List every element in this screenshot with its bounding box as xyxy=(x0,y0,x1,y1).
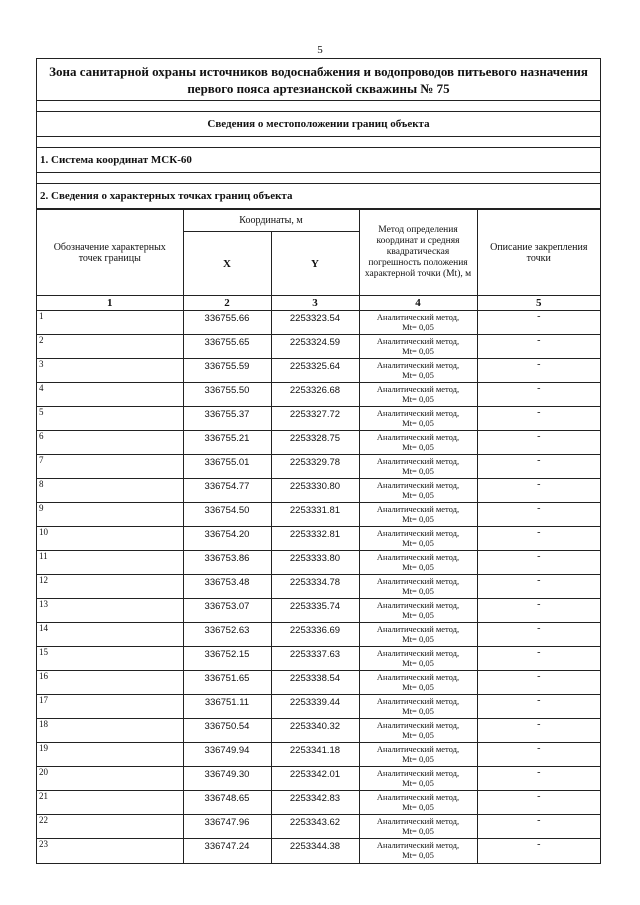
point-id: 8 xyxy=(37,479,183,503)
accuracy-text: Mt= 0,05 xyxy=(402,610,434,620)
description: - xyxy=(477,575,600,599)
description: - xyxy=(477,335,600,359)
point-id: 12 xyxy=(37,575,183,599)
coord-x: 336752.63 xyxy=(183,623,271,647)
method-text: Аналитический метод, xyxy=(376,432,460,442)
coord-y: 2253343.62 xyxy=(271,815,359,839)
coord-x: 336752.15 xyxy=(183,647,271,671)
method-cell xyxy=(359,407,477,431)
coordinate-system: 1. Система координат МСК-60 xyxy=(37,148,600,173)
header-coords: Координаты, м xyxy=(183,210,359,232)
method-cell xyxy=(359,335,477,359)
method-cell xyxy=(359,719,477,743)
point-id: 17 xyxy=(37,695,183,719)
table-row xyxy=(37,503,600,527)
table-row xyxy=(37,695,600,719)
coord-y: 2253336.69 xyxy=(271,623,359,647)
coord-x: 336755.65 xyxy=(183,335,271,359)
coord-y: 2253325.64 xyxy=(271,359,359,383)
method-text: Аналитический метод, xyxy=(376,528,460,538)
table-row xyxy=(37,623,600,647)
section-subtitle: Сведения о местоположении границ объекта xyxy=(37,112,600,137)
page-number: 5 xyxy=(317,44,323,56)
col-number: 3 xyxy=(271,296,359,311)
method-cell xyxy=(359,479,477,503)
method-cell xyxy=(359,359,477,383)
method-text: Аналитический метод, xyxy=(376,792,460,802)
point-id: 10 xyxy=(37,527,183,551)
column-number-row xyxy=(37,296,600,311)
coord-y: 2253342.83 xyxy=(271,791,359,815)
spacer xyxy=(37,137,600,148)
coord-y: 2253328.75 xyxy=(271,431,359,455)
method-cell xyxy=(359,551,477,575)
coord-x: 336750.54 xyxy=(183,719,271,743)
method-cell xyxy=(359,599,477,623)
table-row xyxy=(37,407,600,431)
coord-x: 336754.77 xyxy=(183,479,271,503)
method-text: Аналитический метод, xyxy=(376,600,460,610)
accuracy-text: Mt= 0,05 xyxy=(402,658,434,668)
accuracy-text: Mt= 0,05 xyxy=(402,394,434,404)
accuracy-text: Mt= 0,05 xyxy=(402,850,434,860)
coord-x: 336753.07 xyxy=(183,599,271,623)
accuracy-text: Mt= 0,05 xyxy=(402,442,434,452)
description: - xyxy=(477,527,600,551)
table-row xyxy=(37,743,600,767)
coord-x: 336755.21 xyxy=(183,431,271,455)
coord-y: 2253340.32 xyxy=(271,719,359,743)
coord-x: 336747.24 xyxy=(183,839,271,863)
method-cell xyxy=(359,455,477,479)
method-text: Аналитический метод, xyxy=(376,408,460,418)
table-row xyxy=(37,431,600,455)
table-row xyxy=(37,359,600,383)
description: - xyxy=(477,431,600,455)
coord-x: 336748.65 xyxy=(183,791,271,815)
point-id: 15 xyxy=(37,647,183,671)
point-id: 20 xyxy=(37,767,183,791)
description: - xyxy=(477,743,600,767)
coord-y: 2253337.63 xyxy=(271,647,359,671)
method-cell xyxy=(359,431,477,455)
accuracy-text: Mt= 0,05 xyxy=(402,730,434,740)
accuracy-text: Mt= 0,05 xyxy=(402,634,434,644)
method-cell xyxy=(359,527,477,551)
method-text: Аналитический метод, xyxy=(376,696,460,706)
point-id: 9 xyxy=(37,503,183,527)
coord-y: 2253326.68 xyxy=(271,383,359,407)
method-text: Аналитический метод, xyxy=(376,456,460,466)
method-text: Аналитический метод, xyxy=(376,768,460,778)
description: - xyxy=(477,311,600,335)
table-row xyxy=(37,767,600,791)
description: - xyxy=(477,455,600,479)
coord-x: 336749.30 xyxy=(183,767,271,791)
table-row xyxy=(37,599,600,623)
header-x: X xyxy=(183,232,271,296)
point-id: 22 xyxy=(37,815,183,839)
coord-x: 336749.94 xyxy=(183,743,271,767)
point-id: 2 xyxy=(37,335,183,359)
coord-x: 336755.01 xyxy=(183,455,271,479)
point-id: 23 xyxy=(37,839,183,863)
table-row xyxy=(37,647,600,671)
coord-x: 336754.20 xyxy=(183,527,271,551)
description: - xyxy=(477,791,600,815)
col-number: 2 xyxy=(183,296,271,311)
header-point: Обозначение характерных точек границы xyxy=(37,210,183,296)
coord-x: 336755.37 xyxy=(183,407,271,431)
coord-y: 2253330.80 xyxy=(271,479,359,503)
accuracy-text: Mt= 0,05 xyxy=(402,490,434,500)
table-row xyxy=(37,575,600,599)
method-text: Аналитический метод, xyxy=(376,480,460,490)
description: - xyxy=(477,767,600,791)
method-cell xyxy=(359,743,477,767)
coord-y: 2253329.78 xyxy=(271,455,359,479)
method-cell xyxy=(359,839,477,863)
table-row xyxy=(37,839,600,863)
coord-y: 2253333.80 xyxy=(271,551,359,575)
accuracy-text: Mt= 0,05 xyxy=(402,586,434,596)
description: - xyxy=(477,479,600,503)
table-row xyxy=(37,335,600,359)
accuracy-text: Mt= 0,05 xyxy=(402,418,434,428)
coord-y: 2253335.74 xyxy=(271,599,359,623)
description: - xyxy=(477,671,600,695)
coord-y: 2253342.01 xyxy=(271,767,359,791)
accuracy-text: Mt= 0,05 xyxy=(402,754,434,764)
table-row xyxy=(37,719,600,743)
coord-y: 2253338.54 xyxy=(271,671,359,695)
table-row xyxy=(37,815,600,839)
method-cell xyxy=(359,695,477,719)
method-cell xyxy=(359,815,477,839)
method-cell xyxy=(359,671,477,695)
method-text: Аналитический метод, xyxy=(376,576,460,586)
description: - xyxy=(477,383,600,407)
accuracy-text: Mt= 0,05 xyxy=(402,778,434,788)
table-row xyxy=(37,527,600,551)
method-cell xyxy=(359,311,477,335)
coord-y: 2253323.54 xyxy=(271,311,359,335)
coord-x: 336753.86 xyxy=(183,551,271,575)
spacer xyxy=(37,173,600,184)
method-text: Аналитический метод, xyxy=(376,552,460,562)
point-id: 11 xyxy=(37,551,183,575)
method-text: Аналитический метод, xyxy=(376,840,460,850)
table-row xyxy=(37,791,600,815)
accuracy-text: Mt= 0,05 xyxy=(402,466,434,476)
coord-x: 336747.96 xyxy=(183,815,271,839)
method-cell xyxy=(359,575,477,599)
description: - xyxy=(477,551,600,575)
description: - xyxy=(477,695,600,719)
accuracy-text: Mt= 0,05 xyxy=(402,562,434,572)
point-id: 7 xyxy=(37,455,183,479)
coord-y: 2253332.81 xyxy=(271,527,359,551)
method-cell xyxy=(359,767,477,791)
method-text: Аналитический метод, xyxy=(376,312,460,322)
accuracy-text: Mt= 0,05 xyxy=(402,682,434,692)
header-method-text: Метод определения координат и средняя квадратическая погрешность положения характерной точки (Mt), м xyxy=(364,225,472,279)
col-number: 4 xyxy=(359,296,477,311)
accuracy-text: Mt= 0,05 xyxy=(402,514,434,524)
coord-x: 336753.48 xyxy=(183,575,271,599)
accuracy-text: Mt= 0,05 xyxy=(402,826,434,836)
description: - xyxy=(477,503,600,527)
table-row xyxy=(37,311,600,335)
col-number: 5 xyxy=(477,296,600,311)
coord-x: 336755.50 xyxy=(183,383,271,407)
method-cell xyxy=(359,503,477,527)
coord-y: 2253324.59 xyxy=(271,335,359,359)
accuracy-text: Mt= 0,05 xyxy=(402,322,434,332)
method-text: Аналитический метод, xyxy=(376,648,460,658)
method-text: Аналитический метод, xyxy=(376,384,460,394)
accuracy-text: Mt= 0,05 xyxy=(402,370,434,380)
coord-y: 2253341.18 xyxy=(271,743,359,767)
description: - xyxy=(477,407,600,431)
method-text: Аналитический метод, xyxy=(376,672,460,682)
point-id: 3 xyxy=(37,359,183,383)
coord-y: 2253327.72 xyxy=(271,407,359,431)
spacer xyxy=(37,101,600,112)
points-table xyxy=(37,209,600,863)
description: - xyxy=(477,359,600,383)
document-sheet xyxy=(36,58,601,864)
method-text: Аналитический метод, xyxy=(376,624,460,634)
points-section-title: 2. Сведения о характерных точках границ объекта xyxy=(37,184,600,209)
method-cell xyxy=(359,647,477,671)
accuracy-text: Mt= 0,05 xyxy=(402,802,434,812)
description: - xyxy=(477,623,600,647)
coord-x: 336755.66 xyxy=(183,311,271,335)
table-row xyxy=(37,671,600,695)
header-y: Y xyxy=(271,232,359,296)
accuracy-text: Mt= 0,05 xyxy=(402,706,434,716)
coord-y: 2253334.78 xyxy=(271,575,359,599)
coord-x: 336755.59 xyxy=(183,359,271,383)
point-id: 14 xyxy=(37,623,183,647)
point-id: 18 xyxy=(37,719,183,743)
method-text: Аналитический метод, xyxy=(376,336,460,346)
description: - xyxy=(477,815,600,839)
method-text: Аналитический метод, xyxy=(376,816,460,826)
method-cell xyxy=(359,383,477,407)
header-method xyxy=(359,210,477,296)
header-description: Описание закрепления точки xyxy=(477,210,600,296)
point-id: 5 xyxy=(37,407,183,431)
coord-y: 2253331.81 xyxy=(271,503,359,527)
method-cell xyxy=(359,623,477,647)
col-number: 1 xyxy=(37,296,183,311)
document-title: Зона санитарной охраны источников водоснабжения и водопроводов питьевого назначения первого пояса артезианской скважины № 75 xyxy=(37,59,600,101)
point-id: 21 xyxy=(37,791,183,815)
point-id: 6 xyxy=(37,431,183,455)
point-id: 16 xyxy=(37,671,183,695)
table-row xyxy=(37,455,600,479)
coord-x: 336754.50 xyxy=(183,503,271,527)
point-id: 19 xyxy=(37,743,183,767)
description: - xyxy=(477,599,600,623)
coord-y: 2253344.38 xyxy=(271,839,359,863)
point-id: 4 xyxy=(37,383,183,407)
table-row xyxy=(37,551,600,575)
coord-x: 336751.65 xyxy=(183,671,271,695)
table-row xyxy=(37,383,600,407)
point-id: 1 xyxy=(37,311,183,335)
description: - xyxy=(477,719,600,743)
coord-y: 2253339.44 xyxy=(271,695,359,719)
method-text: Аналитический метод, xyxy=(376,504,460,514)
coord-x: 336751.11 xyxy=(183,695,271,719)
table-row xyxy=(37,479,600,503)
method-cell xyxy=(359,791,477,815)
description: - xyxy=(477,839,600,863)
accuracy-text: Mt= 0,05 xyxy=(402,538,434,548)
description: - xyxy=(477,647,600,671)
method-text: Аналитический метод, xyxy=(376,720,460,730)
method-text: Аналитический метод, xyxy=(376,744,460,754)
accuracy-text: Mt= 0,05 xyxy=(402,346,434,356)
method-text: Аналитический метод, xyxy=(376,360,460,370)
point-id: 13 xyxy=(37,599,183,623)
